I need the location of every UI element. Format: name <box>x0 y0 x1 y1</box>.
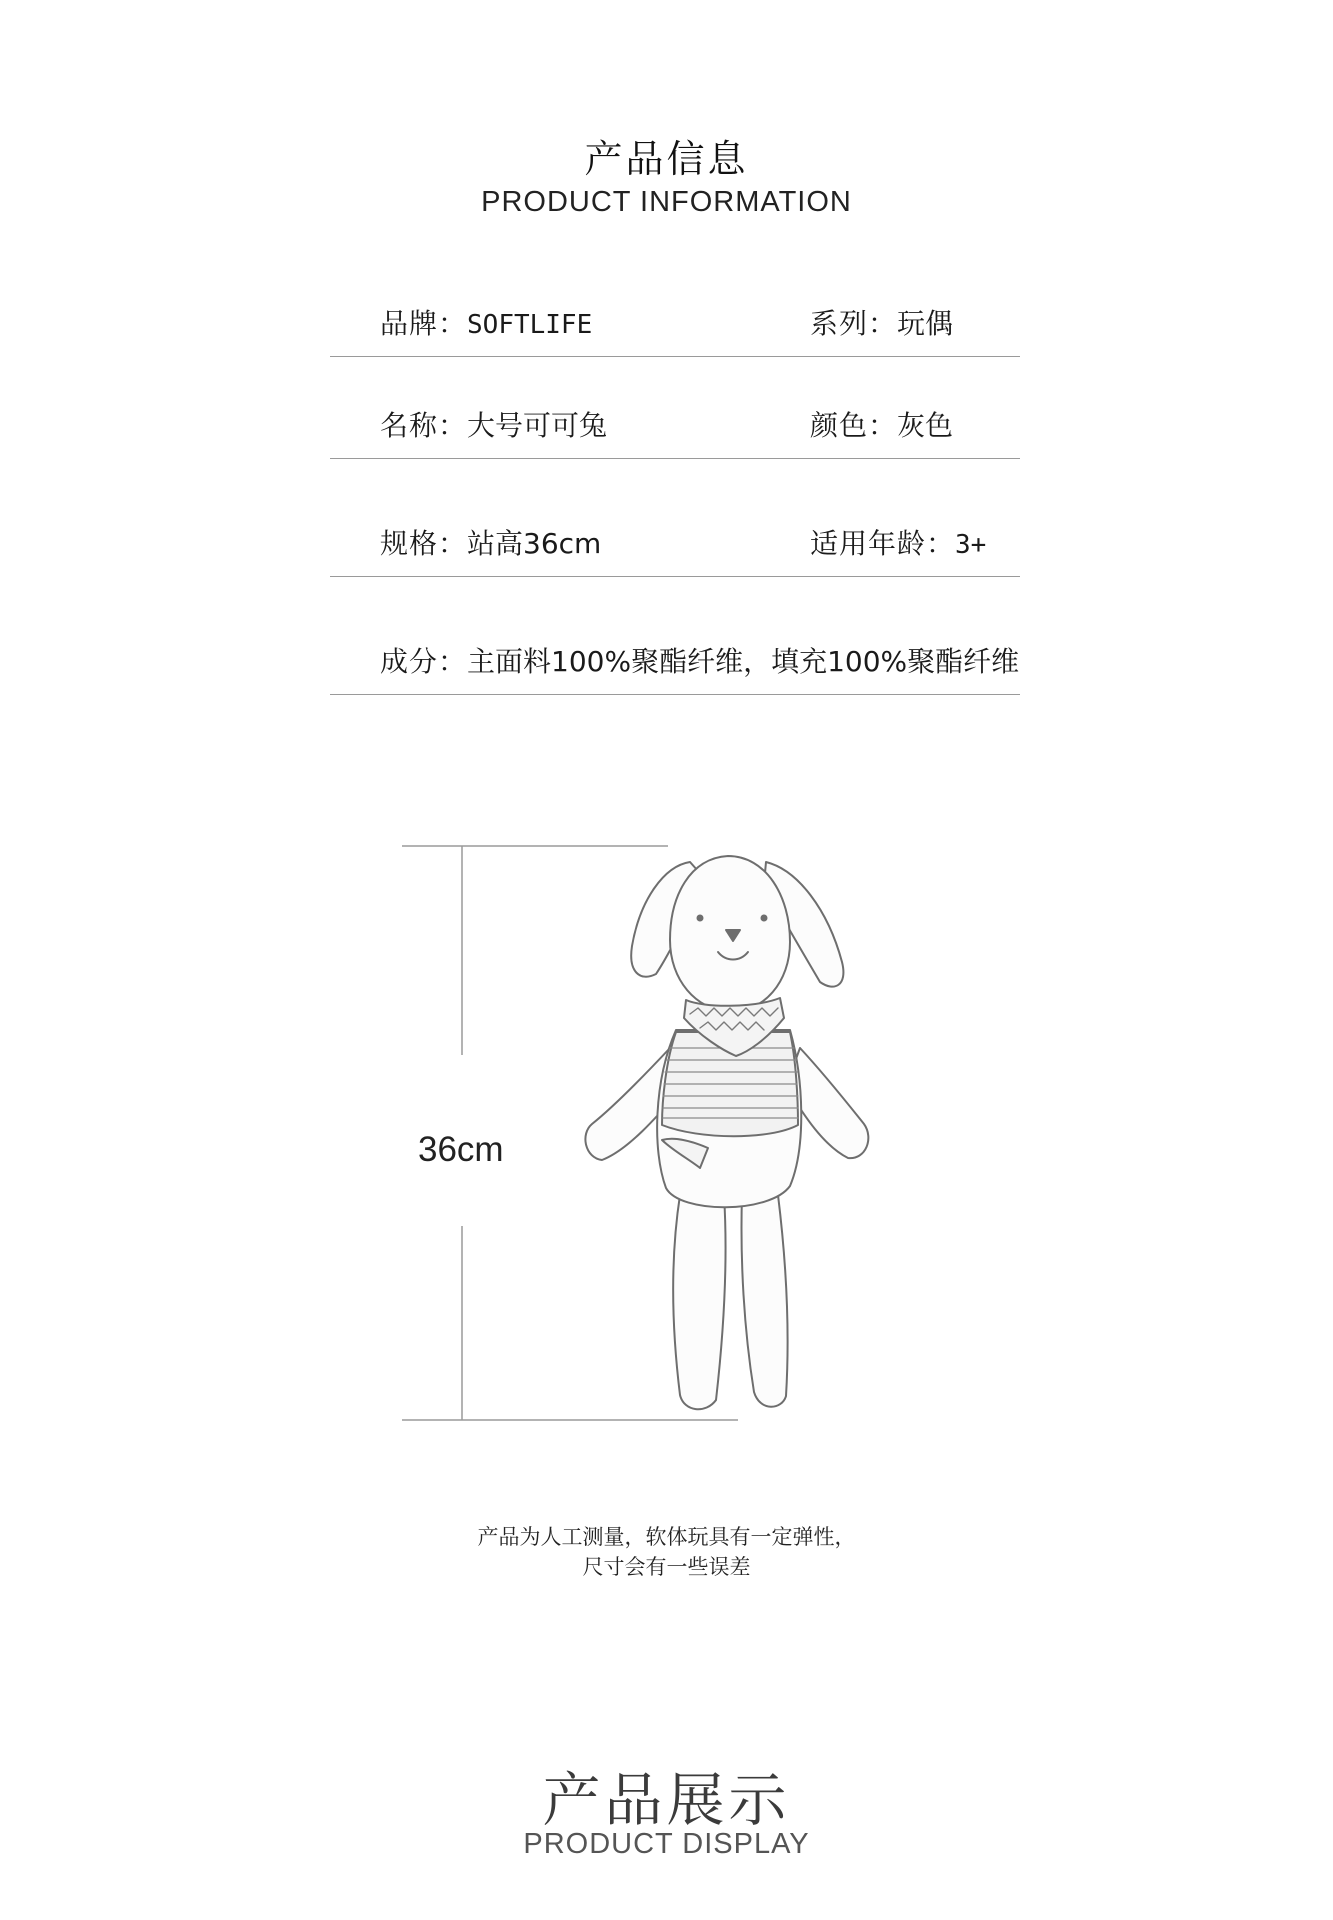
name-label: 名称： <box>380 409 468 442</box>
composition-value: 主面料100%聚酯纤维，填充100%聚酯纤维 <box>467 645 1020 678</box>
spec-label: 规格： <box>380 527 468 560</box>
measurement-note-line-2: 尺寸会有一些误差 <box>582 1555 751 1579</box>
age-label: 适用年龄： <box>810 527 956 560</box>
display-section-subtitle: PRODUCT DISPLAY <box>523 1828 810 1860</box>
series-label: 系列： <box>810 307 898 340</box>
info-section-title: 产品信息 <box>584 137 749 181</box>
composition-label: 成分： <box>380 645 468 678</box>
age-value: 3+ <box>955 530 987 560</box>
color-label: 颜色： <box>810 409 898 442</box>
measurement-note <box>0 1522 1333 1582</box>
brand-value: SOFTLIFE <box>467 310 593 340</box>
name-value: 大号可可兔 <box>467 409 608 442</box>
height-measurement-label: 36cm <box>418 1130 504 1169</box>
series-value: 玩偶 <box>897 307 954 340</box>
spec-value: 站高36cm <box>467 527 602 560</box>
display-section-title: 产品展示 <box>542 1766 791 1834</box>
color-value: 灰色 <box>897 409 954 442</box>
measurement-note-line-1: 产品为人工测量，软体玩具有一定弹性， <box>477 1525 856 1549</box>
rabbit-right-leg <box>742 1195 788 1407</box>
rabbit-left-eye <box>698 916 703 921</box>
brand-label: 品牌： <box>380 307 468 340</box>
rabbit-right-eye <box>762 916 767 921</box>
rabbit-plush-sketch <box>585 856 868 1409</box>
info-section-subtitle: PRODUCT INFORMATION <box>481 186 852 218</box>
rabbit-left-leg <box>673 1195 725 1409</box>
